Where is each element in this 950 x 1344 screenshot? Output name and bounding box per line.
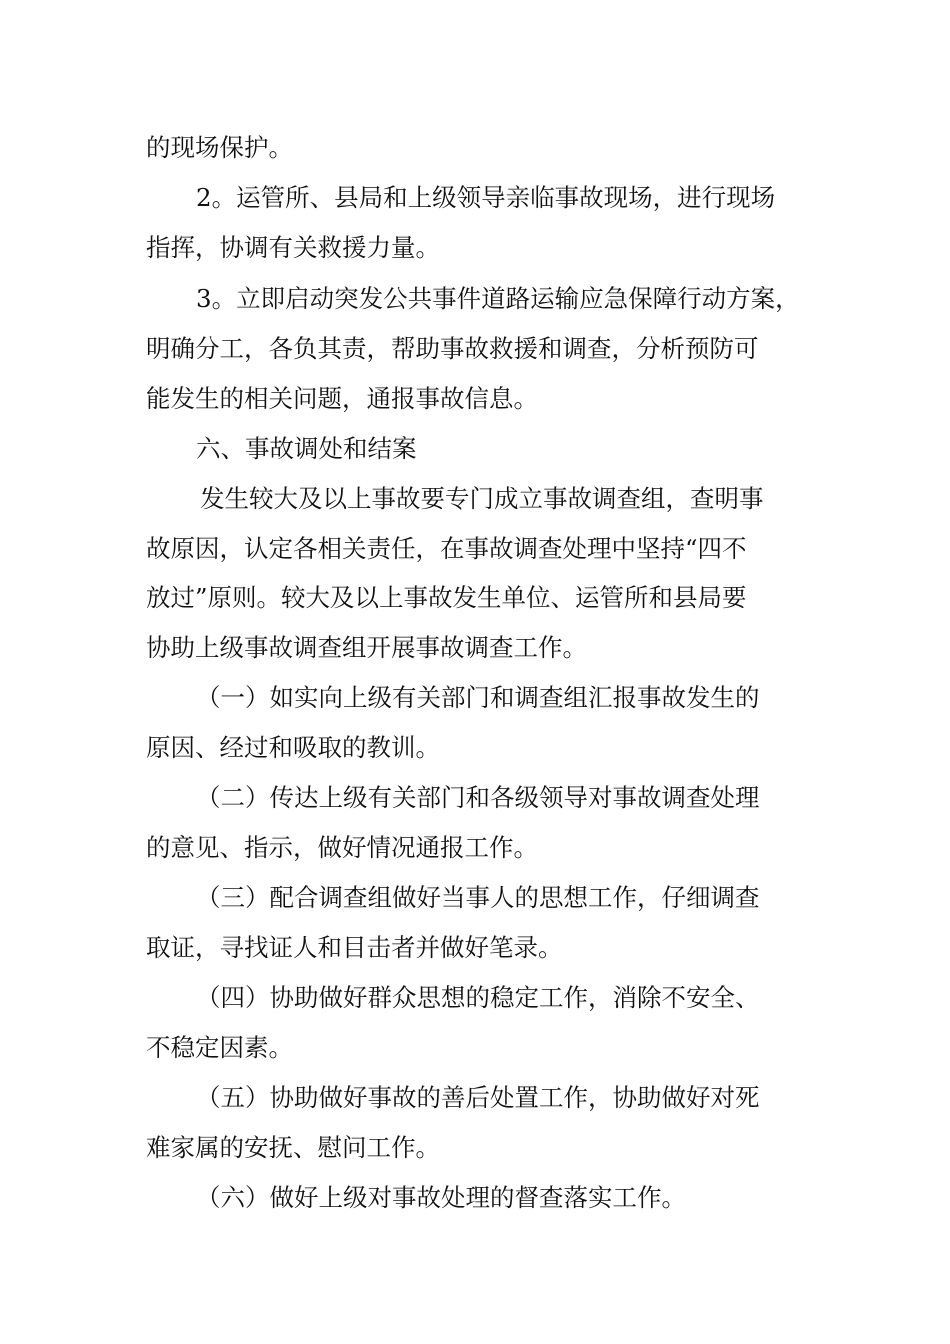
list-item-6: （六）做好上级对事故处理的督查落实工作。 bbox=[196, 1183, 686, 1212]
text-line-2: 2。运管所、县局和上级领导亲临事故现场，进行现场 bbox=[196, 183, 776, 212]
list-item-2-cont: 的意见、指示，做好情况通报工作。 bbox=[146, 833, 538, 862]
list-item-5: （五）协助做好事故的善后处置工作，协助做好对死 bbox=[196, 1083, 760, 1112]
text-line-1: 的现场保护。 bbox=[146, 133, 293, 162]
list-item-2: （二）传达上级有关部门和各级领导对事故调查处理 bbox=[196, 783, 760, 812]
text-line-3: 指挥，协调有关救援力量。 bbox=[146, 233, 440, 262]
list-item-1: （一）如实向上级有关部门和调查组汇报事故发生的 bbox=[196, 683, 760, 712]
text-line-5: 明确分工，各负其责，帮助事故救援和调查，分析预防可 bbox=[146, 334, 759, 363]
list-item-1-cont: 原因、经过和吸取的教训。 bbox=[146, 733, 440, 762]
list-item-4-cont: 不稳定因素。 bbox=[146, 1033, 293, 1062]
text-line-8: 发生较大及以上事故要专门成立事故调查组，查明事 bbox=[200, 484, 764, 513]
text-line-11: 协助上级事故调查组开展事故调查工作。 bbox=[146, 633, 587, 662]
list-item-3: （三）配合调查组做好当事人的思想工作，仔细调查 bbox=[196, 883, 760, 912]
section-heading: 六、事故调处和结案 bbox=[196, 434, 417, 463]
list-item-3-cont: 取证，寻找证人和目击者并做好笔录。 bbox=[146, 933, 563, 962]
list-item-4: （四）协助做好群众思想的稳定工作，消除不安全、 bbox=[196, 983, 760, 1012]
text-line-10: 放过”原则。较大及以上事故发生单位、运管所和县局要 bbox=[146, 583, 747, 612]
list-item-5-cont: 难家属的安抚、慰问工作。 bbox=[146, 1133, 440, 1162]
text-line-6: 能发生的相关问题，通报事故信息。 bbox=[146, 384, 538, 413]
text-line-9: 故原因，认定各相关责任，在事故调查处理中坚持“四不 bbox=[146, 534, 747, 563]
text-line-4: 3。立即启动突发公共事件道路运输应急保障行动方案， bbox=[196, 284, 800, 313]
